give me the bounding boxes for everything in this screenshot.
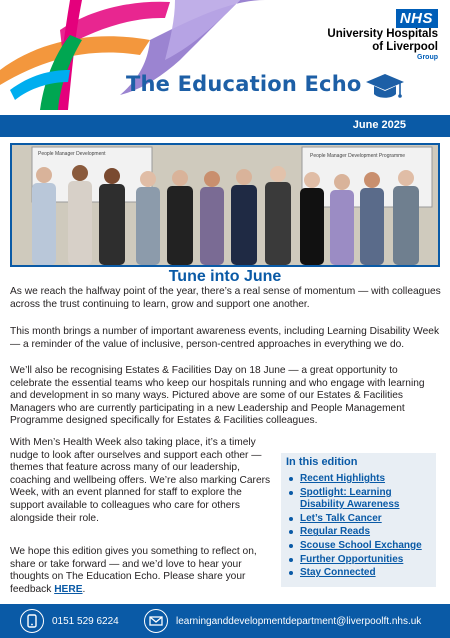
envelope-icon [144,609,168,633]
contents-link-recent-highlights[interactable]: Recent Highlights [300,473,386,484]
in-this-edition-box [281,453,436,587]
bullet-icon [289,477,293,481]
article-paragraph-4: With Men’s Health Week also taking place, it’s a timely nudge to look after ourselves and support each other — themes that feature across many of our leadership, coaching and wellbeing offers. We’re also marking Carers Week, with an event planned for staff to explore the support available to colleagues who care for others alongside their role. [10,437,271,524]
article-paragraph-1: As we reach the halfway point of the year, there’s a real sense of momentum — with colleagues across the trust continuing to learn, grow and support one another. [10,286,441,310]
contents-link-regular-reads[interactable]: Regular Reads [300,526,371,538]
feedback-end: . [82,583,86,595]
date-bar [0,115,450,137]
feedback-text: We hope this edition gives you something to reflect on, share or take forward — and we’d love to hear your thoughts on The Education Echo. Please share your feedback [10,546,257,595]
contents-item[interactable] [289,554,434,567]
contents-item[interactable] [289,473,434,486]
screen-right-text: People Manager Development Programme [310,153,406,159]
screen-left-text: People Manager Development [38,151,106,157]
feedback-here-link[interactable]: HERE [54,583,83,595]
nhs-logo: NHS [396,9,438,28]
group-photo-illustration [12,145,438,265]
contents-link-stay-connected[interactable]: Stay Connected [300,567,376,579]
org-branding [327,8,438,61]
in-this-edition-title: In this edition [286,456,358,468]
group-photo [10,143,440,267]
email-address[interactable]: learninganddevelopmentdepartment@liverpoolft.nhs.uk [176,615,422,627]
phone-icon [20,609,44,633]
footer-email[interactable] [144,609,421,633]
footer-phone[interactable] [20,609,119,633]
article-paragraph-3: We’ll also be recognising Estates & Facilities Day on 18 June — a great opportunity to celebrate the essential teams who keep our hospitals running and who engage with learning and development in so many ways. Pictured above are some of our Estates & Facilities Managers who are currently participating in a new Leadership and People Management Programme designed specifically for Estates & Facilities colleagues. [10,365,425,427]
issue-date: June 2025 [352,119,406,131]
contents-item[interactable] [289,513,434,526]
article-headline: Tune into June [168,268,282,285]
contents-link-scouse-school-exchange[interactable]: Scouse School Exchange [300,539,422,551]
contents-item[interactable] [289,540,434,553]
contents-item[interactable] [289,526,434,539]
contents-link-spotlight[interactable]: Spotlight: Learning Disability Awareness [300,486,400,511]
footer-bar [0,604,450,638]
contents-item[interactable] [289,567,434,580]
bullet-icon [289,544,293,548]
bullet-icon [289,491,293,495]
newsletter-title: The Education Echo [126,72,362,96]
contents-link-lets-talk-cancer[interactable]: Let’s Talk Cancer [300,512,382,524]
org-group-label: Group [417,54,438,61]
bullet-icon [289,558,293,562]
bullet-icon [289,571,293,575]
contents-item[interactable] [289,487,434,512]
article-paragraph-2: This month brings a number of important awareness events, including Learning Disability Week — a reminder of the value of inclusive, person-centred approaches in everything we do. [10,326,440,350]
edition-contents-list [289,473,434,581]
org-name-line2: of Liverpool [372,40,438,53]
bullet-icon [289,517,293,521]
phone-number[interactable]: 0151 529 6224 [52,615,119,627]
org-name-line1: University Hospitals [327,28,438,40]
contents-link-further-opportunities[interactable]: Further Opportunities [300,553,404,565]
article-paragraph-5 [10,546,278,596]
bullet-icon [289,530,293,534]
graduation-cap-icon [365,70,405,104]
